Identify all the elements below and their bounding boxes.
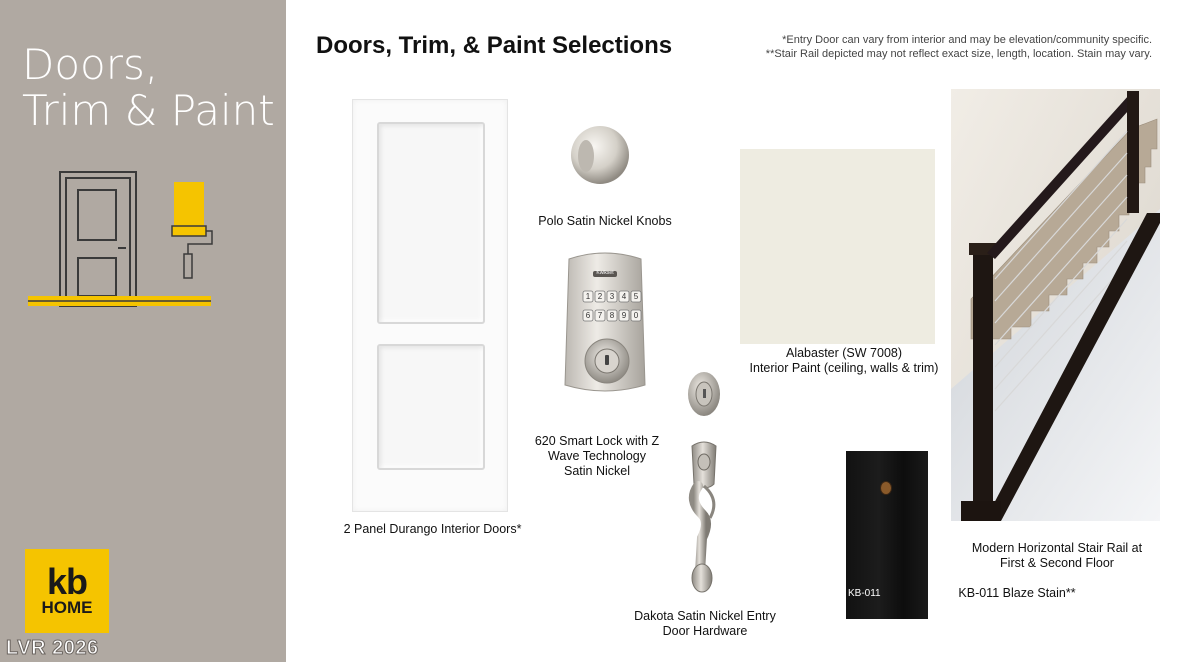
stain-caption: KB-011 Blaze Stain**: [958, 586, 1076, 600]
handleset-image: [680, 440, 730, 594]
keypad-key[interactable]: 5: [633, 292, 639, 301]
door-upper-panel: [377, 122, 485, 324]
paint-caption-line1: Alabaster (SW 7008): [785, 346, 903, 360]
sidebar: [0, 0, 286, 662]
lock-brand: Kwikset: [596, 270, 614, 276]
entry-door-note: *Entry Door can vary from interior and may be elevation/community specific.: [782, 34, 1152, 46]
knob-caption: Polo Satin Nickel Knobs: [538, 214, 672, 228]
keypad-key[interactable]: 1: [585, 292, 591, 301]
keypad-key[interactable]: 6: [585, 311, 591, 320]
knob-image: [566, 122, 632, 188]
smart-lock-caption: [522, 434, 672, 479]
smart-lock-caption-line3: Satin Nickel: [564, 464, 630, 478]
stair-rail-caption-line2: First & Second Floor: [1000, 556, 1114, 570]
entry-hardware-caption: [626, 609, 784, 639]
sidebar-title-line2: Trim & Paint: [22, 86, 275, 135]
keypad-key[interactable]: 3: [609, 292, 615, 301]
keypad-key[interactable]: 8: [609, 311, 615, 320]
interior-door-image: [352, 99, 508, 512]
stair-rail-image: [951, 89, 1160, 521]
keypad-key[interactable]: 4: [621, 292, 627, 301]
smart-lock-caption-line1: 620 Smart Lock with Z: [534, 434, 660, 448]
stair-rail-caption: [952, 541, 1162, 571]
alabaster-paint-swatch: [740, 149, 935, 344]
blaze-stain-swatch: [846, 451, 928, 619]
entry-hardware-caption-line2: Door Hardware: [662, 624, 748, 638]
keypad-key[interactable]: 9: [621, 311, 627, 320]
stain-swatch-label: KB-011: [848, 588, 881, 599]
door-icon: [60, 172, 136, 306]
stair-rail-note: **Stair Rail depicted may not reflect exact size, length, location. Stain may vary.: [765, 48, 1152, 60]
keypad-key[interactable]: 0: [633, 311, 639, 320]
paint-roller-icon: [172, 182, 212, 278]
door-illustration: [28, 170, 218, 315]
sidebar-title: [22, 42, 275, 134]
door-caption: 2 Panel Durango Interior Doors*: [343, 522, 522, 536]
logo-kb-text: kb: [46, 561, 87, 602]
page-title: Doors, Trim, & Paint Selections: [316, 32, 673, 59]
entry-hardware-caption-line1: Dakota Satin Nickel Entry: [634, 609, 776, 623]
listing-watermark: LVR 2026: [6, 637, 99, 659]
logo-home-text: HOME: [41, 598, 93, 617]
paint-caption: [730, 346, 958, 376]
deadbolt-image: [684, 368, 724, 420]
stair-rail-caption-line1: Modern Horizontal Stair Rail at: [971, 541, 1143, 555]
kb-home-logo: [25, 549, 109, 633]
keypad-key[interactable]: 2: [597, 292, 603, 301]
smart-lock-image: [559, 249, 651, 395]
wood-knot: [880, 481, 892, 495]
keypad-key[interactable]: 7: [597, 311, 603, 320]
sidebar-title-line1: Doors,: [22, 40, 159, 89]
paint-caption-line2: Interior Paint (ceiling, walls & trim): [749, 361, 939, 375]
door-lower-panel: [377, 344, 485, 470]
smart-lock-caption-line2: Wave Technology: [548, 449, 646, 463]
